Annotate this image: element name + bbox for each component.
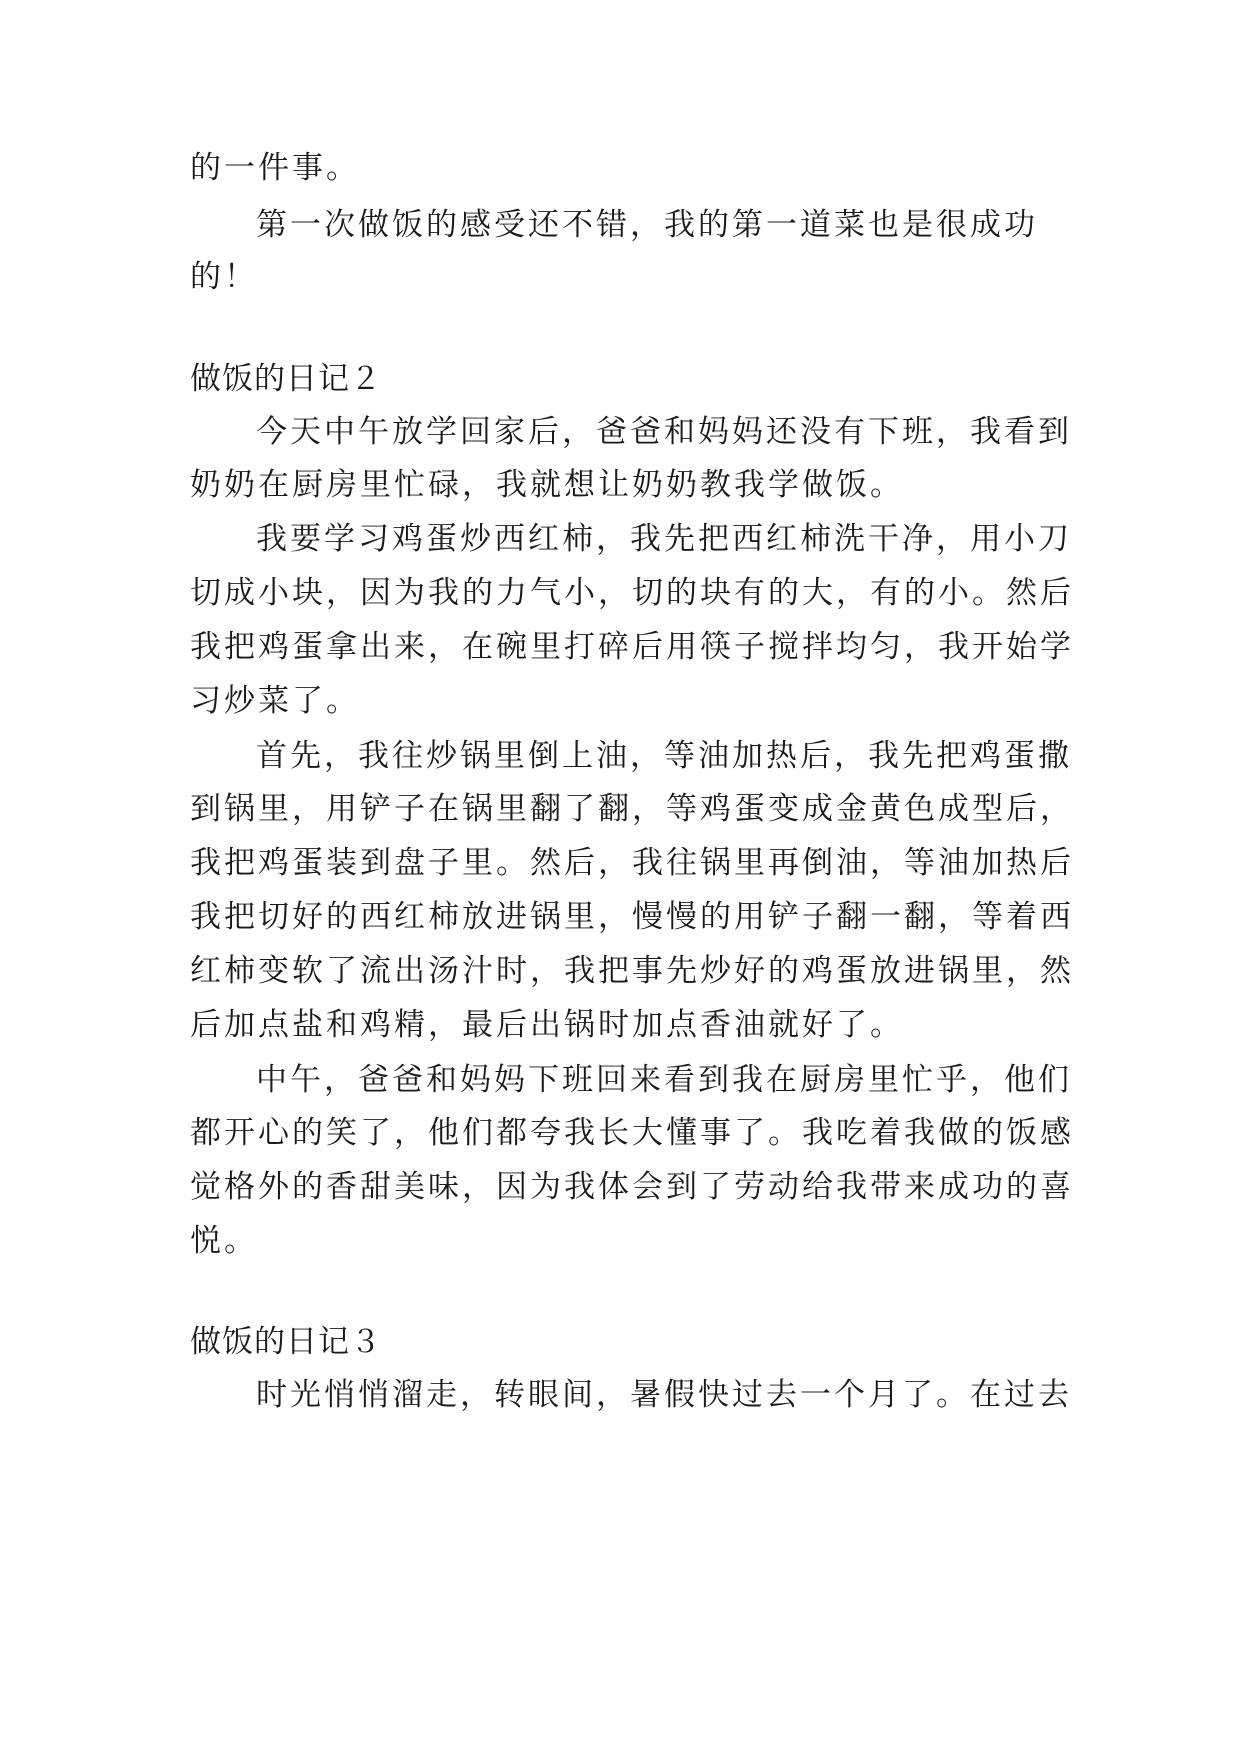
text-line: 今天中午放学回家后，爸爸和妈妈还没有下班，我看到 (256, 414, 1072, 450)
text-line: 红柿变软了流出汤汁时，我把事先炒好的鸡蛋放进锅里，然 (190, 953, 1074, 989)
text-line: 首先，我往炒锅里倒上油，等油加热后，我先把鸡蛋撒 (256, 738, 1072, 774)
text-line: 悦。 (190, 1223, 258, 1259)
text-line: 我要学习鸡蛋炒西红柿，我先把西红柿洗干净，用小刀 (256, 521, 1072, 557)
text-line: 我把切好的西红柿放进锅里，慢慢的用铲子翻一翻，等着西 (190, 899, 1074, 935)
section-title: 做饭的日记３ (190, 1324, 382, 1360)
text-line: 中午，爸爸和妈妈下班回来看到我在厨房里忙乎，他们 (256, 1062, 1072, 1098)
text-line: 觉格外的香甜美味，因为我体会到了劳动给我带来成功的喜 (190, 1169, 1074, 1205)
text-line: 的一件事。 (190, 150, 360, 186)
text-line: 时光悄悄溜走，转眼间，暑假快过去一个月了。在过去 (256, 1377, 1072, 1413)
text-line: 到锅里，用铲子在锅里翻了翻，等鸡蛋变成金黄色成型后， (190, 791, 1074, 827)
text-line: 我把鸡蛋拿出来，在碗里打碎后用筷子搅拌均匀，我开始学 (190, 629, 1074, 665)
text-line: 都开心的笑了，他们都夸我长大懂事了。我吃着我做的饭感 (190, 1115, 1074, 1151)
text-line: 的！ (190, 259, 258, 295)
section-title: 做饭的日记２ (190, 361, 382, 397)
text-line: 切成小块，因为我的力气小，切的块有的大，有的小。然后 (190, 575, 1074, 611)
text-line: 第一次做饭的感受还不错，我的第一道菜也是很成功 (256, 207, 1038, 243)
text-line: 奶奶在厨房里忙碌，我就想让奶奶教我学做饭。 (190, 467, 904, 503)
text-line: 我把鸡蛋装到盘子里。然后，我往锅里再倒油，等油加热后 (190, 845, 1074, 881)
text-line: 习炒菜了。 (190, 683, 360, 719)
text-line: 后加点盐和鸡精，最后出锅时加点香油就好了。 (190, 1007, 904, 1043)
